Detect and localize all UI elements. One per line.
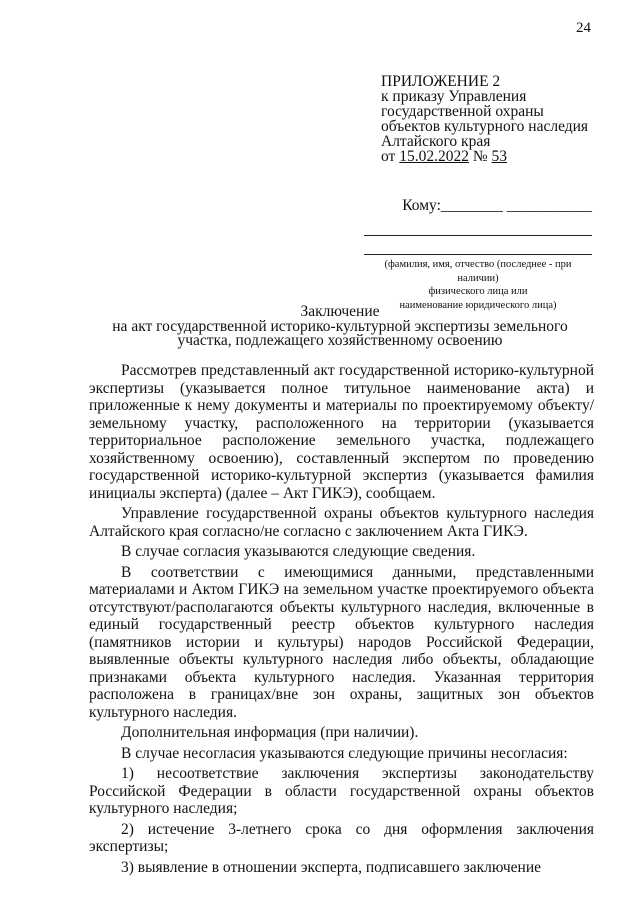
caption-line: (фамилия, имя, отчество (последнее - при xyxy=(384,259,572,270)
list-item: 1) несоответствие заключения экспертизы законодательству Российской Федерации в области государственной охраны объектов культурного наследия; xyxy=(89,765,594,817)
appendix-header xyxy=(381,74,588,164)
order-number: 53 xyxy=(491,148,507,165)
appendix-line: Алтайского края xyxy=(381,133,491,150)
appendix-line: государственной охраны xyxy=(381,103,544,120)
recipient-block xyxy=(364,197,592,312)
paragraph: В соответствии с имеющимися данными, представленными материалами и Актом ГИКЭ на земельном участке проектируемого объекта отсутствуют/располагаются объекты культурного наследия, включенные в единый государственный реестр объектов культурного наследия (памятников истории и культуры) народов Российской Федерации, выявленные объекты культурного наследия либо объекты, обладающие признаками объекта культурного наследия. Указанная территория расположена в границах/вне зон охраны, защитных зон объектов культурного наследия. xyxy=(89,563,594,721)
page-number: 24 xyxy=(576,20,591,36)
paragraph: Управление государственной охраны объектов культурного наследия Алтайского края согласно/не согласно с заключением Акта ГИКЭ. xyxy=(89,505,594,540)
title-line: участка, подлежащего хозяйственному освоению xyxy=(177,332,503,349)
date-prefix: от xyxy=(381,148,400,165)
recipient-caption xyxy=(364,258,592,312)
paragraph: В случае согласия указываются следующие сведения. xyxy=(121,543,476,560)
document-title xyxy=(80,305,600,349)
paragraph: В случае несогласия указываются следующие причины несогласия: xyxy=(121,744,568,762)
recipient-line xyxy=(364,235,592,236)
title-line: на акт государственной историко-культурной экспертизы земельного xyxy=(112,317,568,335)
title-line: Заключение xyxy=(300,303,380,320)
recipient-label: Кому:________ ___________ xyxy=(402,197,592,214)
paragraph: Рассмотрев представленный акт государственной историко-культурной экспертизы (указывается полное титульное наименование акта) и приложенные к нему документы и материалы по проектируемому объекту/земельному участку, расположенного на территории (указывается территориальное расположение земельного участка, подлежащего хозяйственному освоению), составленный экспертом по проведению государственной историко-культурной экспертиз (указывается фамилия инициалы эксперта) (далее – Акт ГИКЭ), сообщаем. xyxy=(89,362,594,502)
caption-line: наименование юридического лица) xyxy=(399,299,557,311)
list-item: 2) истечение 3-летнего срока со дня оформления заключения экспертизы; xyxy=(89,820,594,855)
document-body xyxy=(89,362,594,876)
order-date: 15.02.2022 xyxy=(399,148,469,165)
paragraph: Дополнительная информация (при наличии). xyxy=(121,724,419,741)
caption-line: наличии) xyxy=(457,272,499,284)
recipient-line xyxy=(364,254,592,255)
appendix-date-line xyxy=(381,149,588,164)
appendix-title: ПРИЛОЖЕНИЕ 2 xyxy=(381,73,501,90)
caption-line: физического лица или xyxy=(428,286,528,297)
appendix-line: объектов культурного наследия xyxy=(381,118,589,135)
list-item: 3) выявление в отношении эксперта, подписавшего заключение xyxy=(121,858,541,876)
number-sign: № xyxy=(468,148,492,165)
appendix-line: к приказу Управления xyxy=(381,88,527,105)
